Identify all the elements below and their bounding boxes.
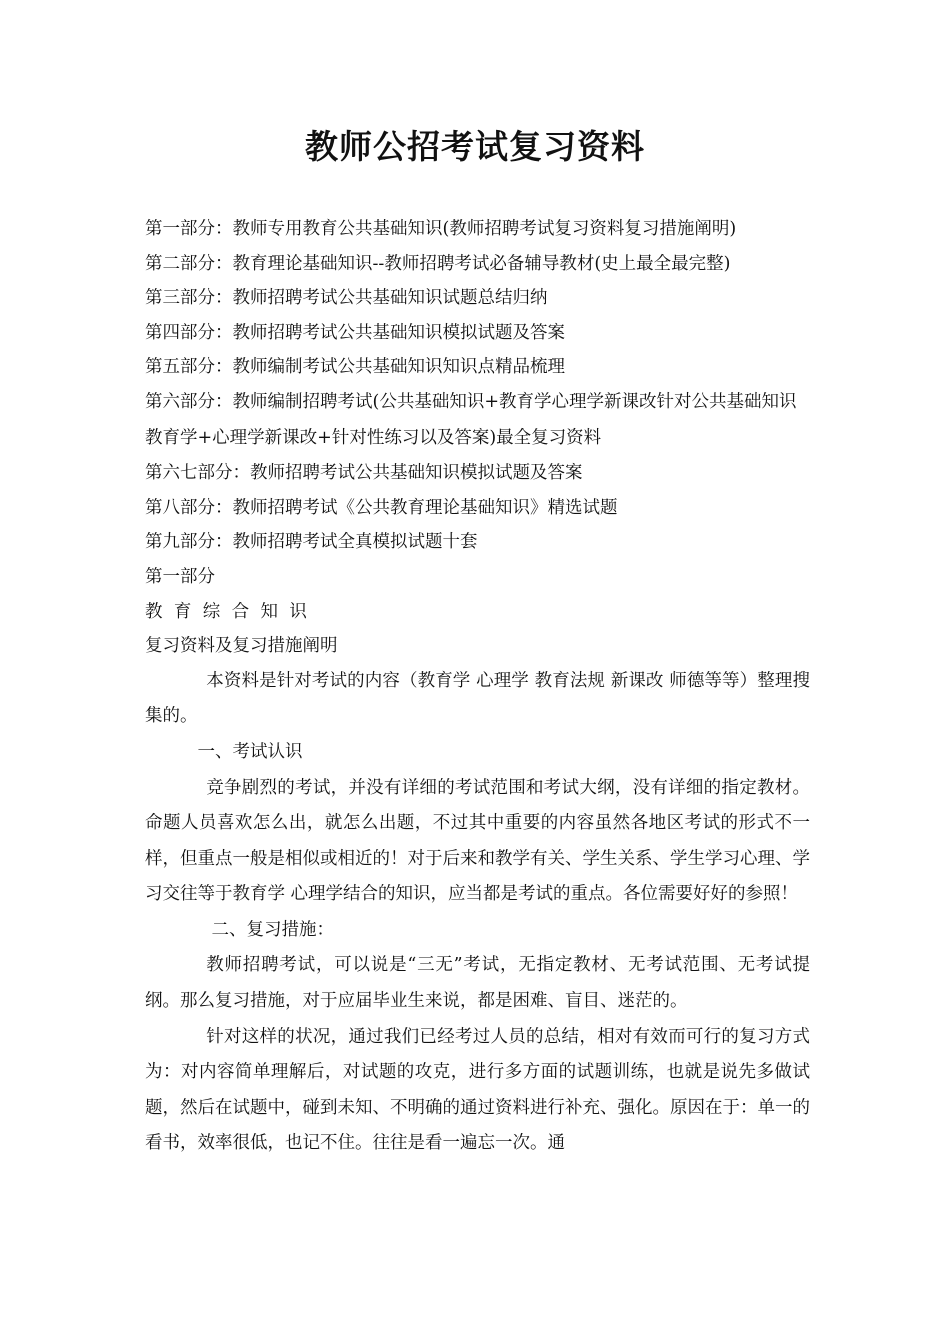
toc-item-7: 第六七部分：教师招聘考试公共基础知识模拟试题及答案	[145, 463, 583, 484]
intro-paragraph: 本资料是针对考试的内容（教育学 心理学 教育法规 新课改 师德等等）整理搜集的。	[145, 670, 810, 727]
toc-item-2: 第二部分：教育理论基础知识--教师招聘考试必备辅导教材(史上最全最完整)	[145, 253, 731, 274]
toc-item-6: 第六部分：教师编制招聘考试(公共基础知识+教育学心理学新课改针对公共基础知识教育学+心理学新课改+针对性练习以及答案)最全复习资料	[145, 391, 797, 448]
document-title: 教师公招考试复习资料	[305, 127, 645, 166]
section-subject: 教育综合知识	[145, 601, 319, 622]
toc-item-3: 第三部分：教师招聘考试公共基础知识试题总结归纳	[145, 288, 548, 309]
toc-item-5: 第五部分：教师编制考试公共基础知识知识点精品梳理	[145, 357, 565, 378]
paragraph-review-methods-2: 针对这样的状况，通过我们已经考过人员的总结，相对有效而可行的复习方式为：对内容简单理解后，对试题的攻克，进行多方面的试题训练，也就是说先多做试题，然后在试题中，碰到未知、不明确的通过资料进行补充、强化。原因在于：单一的看书，效率很低，也记不住。往往是看一遍忘一次。通	[145, 1026, 810, 1154]
section-subtitle: 复习资料及复习措施阐明	[145, 636, 338, 657]
heading-exam-awareness: 一、考试认识	[197, 741, 303, 762]
toc-item-9: 第九部分：教师招聘考试全真模拟试题十套	[145, 532, 478, 553]
document-body	[145, 212, 810, 1162]
toc-item-1: 第一部分：教师专用教育公共基础知识(教师招聘考试复习资料复习措施阐明)	[145, 219, 737, 239]
toc-item-4: 第四部分：教师招聘考试公共基础知识模拟试题及答案	[145, 322, 565, 343]
paragraph-exam-awareness: 竞争剧烈的考试，并没有详细的考试范围和考试大纲，没有详细的指定教材。命题人员喜欢怎么出，就怎么出题，不过其中重要的内容虽然各地区考试的形式不一样，但重点一般是相似或相近的！对于后来和教学有关、学生关系、学生学习心理、学习交往等于教育学 心理学结合的知识，应当都是考试的重点。各位需要好好的参照！	[145, 777, 810, 905]
toc-item-8: 第八部分：教师招聘考试《公共教育理论基础知识》精选试题	[145, 497, 618, 518]
heading-review-methods: 二、复习措施：	[211, 919, 334, 940]
section-part-label: 第一部分	[145, 566, 215, 587]
paragraph-review-methods-1: 教师招聘考试，可以说是“三无”考试，无指定教材、无考试范围、无考试提纲。那么复习措施，对于应届毕业生来说，都是困难、盲目、迷茫的。	[145, 955, 810, 1012]
